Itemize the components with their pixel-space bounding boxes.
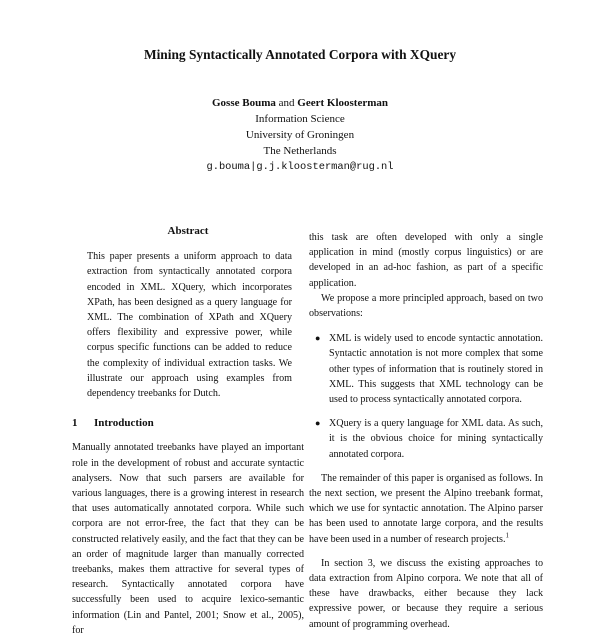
- author-1: Gosse Bouma: [212, 97, 276, 109]
- bullet-icon: ●: [315, 333, 321, 344]
- section-heading-introduction: [72, 416, 304, 431]
- author-block: [0, 95, 600, 175]
- author-2: Geert Kloosterman: [297, 97, 388, 109]
- affiliation-country: The Netherlands: [263, 145, 337, 157]
- section-number: 1: [72, 417, 78, 430]
- bullet-icon: ●: [315, 418, 321, 429]
- author-names: [0, 95, 600, 111]
- paper-title: Mining Syntactically Annotated Corpora with XQuery: [143, 47, 457, 62]
- abstract-heading: Abstract: [167, 225, 209, 237]
- list-item: ● XML is widely used to encode syntactic annotation. Syntactic annotation is not more complex that some other types of information that is routinely stored in XML. This suggests that XML technology can be used to process syntactically annotated corpora.: [315, 333, 543, 406]
- paragraph-2: We propose a more principled approach, based on two observations:: [309, 292, 543, 320]
- right-column: [309, 230, 543, 632]
- section-title: Introduction: [94, 417, 154, 430]
- affiliation-university: University of Groningen: [245, 129, 355, 141]
- abstract-text: This paper presents a uniform approach to data extraction from syntactically annotated corpora encoded in XML. XQuery, which incorporates XPath, has been designed as a query language for XML. The combination of XPath and XQuery offers flexibility and expressive power, while corpus specific functions can be added to reduce the complexity of individual extraction tasks. We illustrate our approach using examples from dependency treebanks for Dutch.: [87, 251, 292, 400]
- paragraph-1: this task are often developed with only a single application in mind (mostly corpus linguistics) or are developed in an ad-hoc fashion, as part of a specific application.: [309, 232, 543, 289]
- affiliation-dept: Information Science: [255, 113, 345, 125]
- list-item: ● XQuery is a query language for XML data. As such, it is the obvious choice for mining syntactically annotated corpora.: [315, 418, 543, 460]
- introduction-paragraph: Manually annotated treebanks have played an important role in the development of robust and accurate syntactic analysers. Now that such parsers are available for various languages, there is a growing interest in research that uses automatically annotated corpora. While such corpora are not error-free, the fact that they can be constructed relatively easily, and the fact that they can be an order of magnitude larger than manually corrected treebanks, makes them attractive for several types of research. Syntactically annotated corpora have successfully been used to acquire lexico-semantic information (Lin and Pantel, 2001; Snow et al., 2005), for: [72, 442, 304, 636]
- observation-list: [309, 331, 543, 462]
- author-conjunction: and: [278, 97, 295, 109]
- paragraph-3: The remainder of this paper is organised as follows. In the next section, we present the Alpino treebank format, which we use for syntactic annotation. The Alpino parser has been used to annotate large corpora, and the results have been used in a number of research projects.$^1$: [309, 472, 543, 545]
- left-column: [72, 224, 304, 638]
- paragraph-4: In section 3, we discuss the existing approaches to data extraction from Alpino corpora. We note that all of these have drawbacks, either because they lack expressive power, or because they require a serious amount of programming overhead.: [309, 557, 543, 630]
- footnote-marker: 1: [505, 531, 509, 540]
- author-email: g.bouma|g.j.kloosterman@rug.nl: [206, 161, 394, 173]
